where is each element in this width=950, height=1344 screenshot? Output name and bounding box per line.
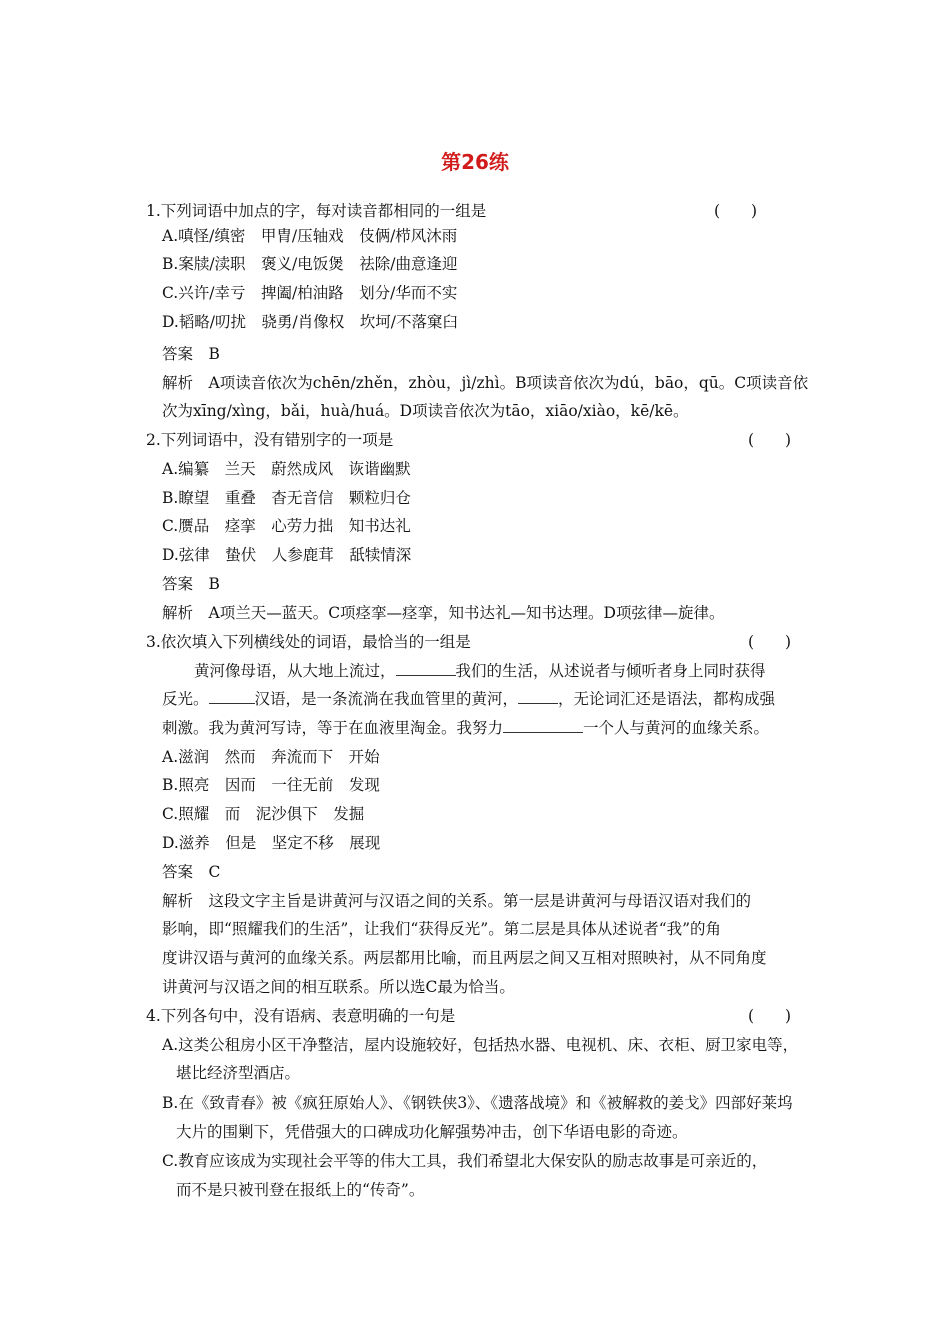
- question-1-answer: 答案 B: [162, 345, 220, 363]
- question-1-option-c: C.兴许/幸亏 捭阖/柏油路 划分/华而不实: [162, 284, 458, 302]
- passage-text: 汉语，是一条流淌在我血管里的黄河，: [254, 690, 519, 708]
- question-3-analysis-line-1: 解析 这段文字主旨是讲黄河与汉语之间的关系。第一层是讲黄河与母语汉语对我们的: [162, 892, 752, 910]
- passage-text: 反光。: [162, 690, 209, 708]
- question-2-option-d: D.弦律 蛰伏 人参鹿茸 舐犊情深: [162, 546, 412, 564]
- passage-text: 我们的生活，从述说者与倾听者身上同时获得: [455, 662, 766, 680]
- question-4-answer-paren: ( ): [748, 1007, 792, 1025]
- question-1-option-a: A.嗔怪/缜密 甲胄/压轴戏 伎俩/栉风沐雨: [162, 227, 458, 245]
- question-3-option-d: D.滋养 但是 坚定不移 展现: [162, 834, 381, 852]
- fill-blank-2: [209, 689, 255, 704]
- question-2-option-c: C.赝品 痉挛 心劳力拙 知书达礼: [162, 517, 411, 535]
- question-1-option-d: D.韬略/叨扰 骁勇/肖像权 坎坷/不落窠臼: [162, 313, 458, 331]
- fill-blank-1: [396, 661, 456, 676]
- question-1-answer-paren: ( ): [714, 202, 758, 220]
- question-1-analysis-line-2: 次为xīng/xìng，bǎi，huà/huá。D项读音依次为tāo，xiāo/xiào，kē/kē。: [162, 402, 689, 420]
- passage-text: 黄河像母语，从大地上流过，: [194, 662, 396, 680]
- fill-blank-3: [518, 689, 558, 704]
- page-title: 第26练: [441, 150, 509, 174]
- question-4-option-c-line-1: C.教育应该成为实现社会平等的伟大工具，我们希望北大保安队的励志故事是可亲近的，: [162, 1152, 768, 1170]
- fill-blank-4: [503, 718, 583, 733]
- question-3-option-c: C.照耀 而 泥沙俱下 发掘: [162, 805, 365, 823]
- question-2-answer: 答案 B: [162, 575, 220, 593]
- question-2-option-b: B.瞭望 重叠 杳无音信 颗粒归仓: [162, 489, 411, 507]
- passage-text: ，无论词汇还是语法，都构成强: [558, 690, 776, 708]
- question-3-passage-line-1: [194, 661, 766, 681]
- question-3-passage-line-3: [162, 718, 769, 738]
- question-1-option-b: B.案牍/渎职 褒义/电饭煲 祛除/曲意逢迎: [162, 255, 458, 273]
- question-2-answer-paren: ( ): [748, 431, 792, 449]
- question-1-analysis-line-1: 解析 A项读音依次为chēn/zhěn，zhòu，jì/zhì。B项读音依次为dú，bāo，qū。C项读音依: [162, 374, 809, 392]
- question-3-option-b: B.照亮 因而 一往无前 发现: [162, 776, 380, 794]
- question-4-stem: 4.下列各句中，没有语病、表意明确的一句是: [146, 1007, 456, 1025]
- question-3-analysis-line-2: 影响，即“照耀我们的生活”，让我们“获得反光”。第二层是具体从述说者“我”的角: [162, 920, 722, 938]
- question-4-option-b-line-2: 大片的围剿下，凭借强大的口碑成功化解强势冲击，创下华语电影的奇迹。: [176, 1123, 688, 1141]
- question-3-answer-paren: ( ): [748, 633, 792, 651]
- question-3-analysis-line-4: 讲黄河与汉语之间的相互联系。所以选C最为恰当。: [162, 978, 515, 996]
- question-4-option-a-line-2: 堪比经济型酒店。: [176, 1064, 301, 1082]
- question-2-stem: 2.下列词语中，没有错别字的一项是: [146, 431, 394, 449]
- question-4-option-c-line-2: 而不是只被刊登在报纸上的“传奇”。: [176, 1181, 425, 1199]
- passage-text: 一个人与黄河的血缘关系。: [583, 719, 770, 737]
- question-3-answer: 答案 C: [162, 863, 221, 881]
- question-4-option-b-line-1: B.在《致青春》被《疯狂原始人》、《钢铁侠3》、《遗落战境》和《被解救的姜戈》四部好莱坞: [162, 1094, 793, 1112]
- question-4-option-a-line-1: A.这类公租房小区干净整洁，屋内设施较好，包括热水器、电视机、床、衣柜、厨卫家电等，: [162, 1036, 799, 1054]
- question-1-stem: 1.下列词语中加点的字，每对读音都相同的一组是: [146, 202, 487, 220]
- question-3-analysis-line-3: 度讲汉语与黄河的血缘关系。两层都用比喻，而且两层之间又互相对照映衬，从不同角度: [162, 949, 767, 967]
- question-3-stem: 3.依次填入下列横线处的词语，最恰当的一组是: [146, 633, 471, 651]
- question-3-passage-line-2: [162, 689, 775, 709]
- passage-text: 刺激。我为黄河写诗，等于在血液里淘金。我努力: [162, 719, 504, 737]
- question-2-option-a: A.编纂 兰天 蔚然成风 诙谐幽默: [162, 460, 411, 478]
- question-3-option-a: A.滋润 然而 奔流而下 开始: [162, 748, 380, 766]
- question-2-analysis: 解析 A项兰天—蓝天。C项痉挛—痉挛，知书达礼—知书达理。D项弦律—旋律。: [162, 604, 725, 622]
